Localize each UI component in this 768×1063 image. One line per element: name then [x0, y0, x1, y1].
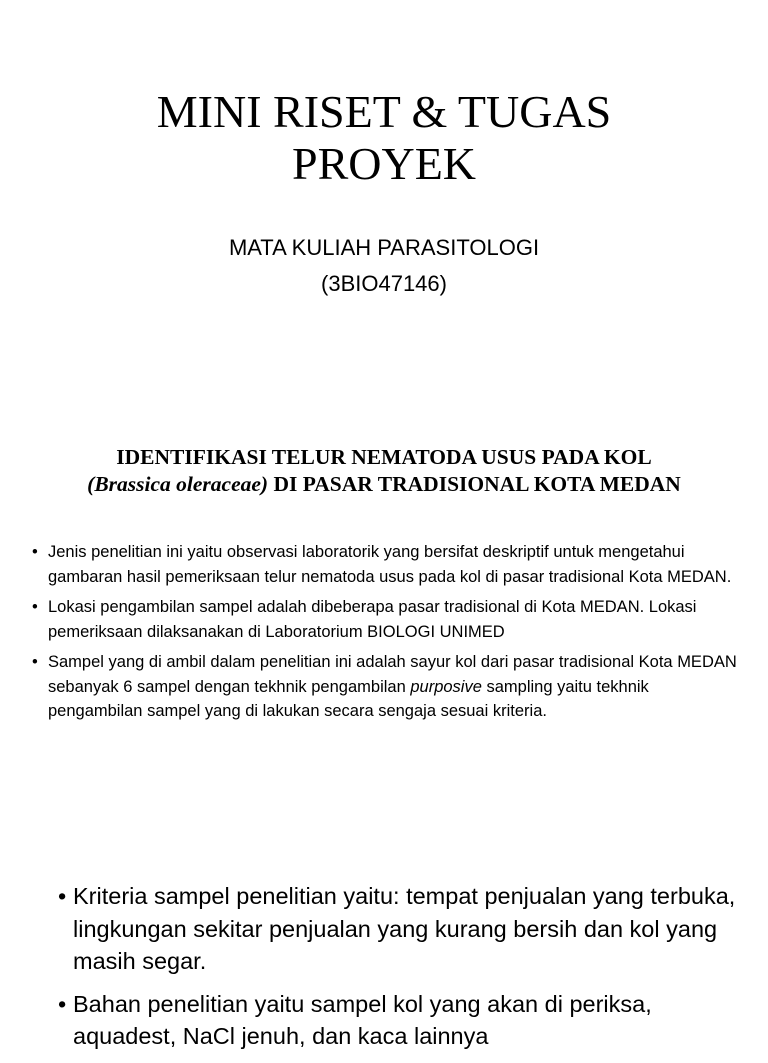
- content-slide-2: [0, 840, 768, 1049]
- slide-subtitle: [0, 230, 768, 302]
- slide-title: [0, 86, 768, 190]
- bullet-marker: •: [32, 653, 38, 671]
- bullet-marker: •: [32, 598, 38, 616]
- slide-title-line-1: MINI RISET & TUGAS: [156, 86, 612, 137]
- bullet-marker: •: [58, 990, 67, 1017]
- list-item-text-after: sampling yaitu tekhnik pengambilan sampel yang di lakukan secara sengaja sesuai kriteria.: [48, 677, 649, 720]
- list-item-text-before: Sampel yang di ambil dalam penelitian ini adalah sayur kol dari pasar tradisional Kota MEDAN sebanyak 6 sampel dengan tekhnik pengambilan: [48, 653, 737, 696]
- heading-line-1: IDENTIFIKASI TELUR NEMATODA USUS PADA KOL: [116, 445, 652, 469]
- list-item-text-italic: purposive: [410, 677, 482, 696]
- list-item-text: Lokasi pengambilan sampel adalah dibeberapa pasar tradisional di Kota MEDAN. Lokasi pemeriksaan dilaksanakan di Laboratorium BIOLOGI UNIMED: [48, 598, 697, 641]
- course-code: (3BIO47146): [321, 271, 447, 296]
- heading-line-2: [20, 471, 748, 498]
- list-item-text: Bahan penelitian yaitu sampel kol yang akan di periksa, aquadest, NaCl jenuh, dan kaca lainnya: [73, 990, 652, 1049]
- bullet-list: [32, 540, 742, 730]
- list-item-text: Kriteria sampel penelitian yaitu: tempat penjualan yang terbuka, lingkungan sekitar penjualan yang kurang bersih dan kol yang masih segar.: [73, 883, 736, 974]
- list-item: [32, 540, 742, 589]
- title-slide: [0, 0, 768, 400]
- list-item: [58, 988, 738, 1053]
- research-heading: [20, 444, 748, 498]
- bullet-marker: •: [32, 543, 38, 561]
- content-slide-1: [0, 400, 768, 840]
- list-item: [58, 880, 738, 978]
- slide-title-line-2: PROYEK: [291, 138, 477, 189]
- species-name: (Brassica oleraceae): [87, 472, 269, 496]
- course-name: MATA KULIAH PARASITOLOGI: [228, 235, 540, 260]
- bullet-marker: •: [58, 883, 67, 909]
- list-item: [32, 595, 742, 644]
- list-item: [32, 650, 742, 724]
- bullet-list: [58, 880, 738, 1063]
- heading-rest: DI PASAR TRADISIONAL KOTA MEDAN: [268, 472, 681, 496]
- list-item-text: Jenis penelitian ini yaitu observasi laboratorik yang bersifat deskriptif untuk mengetahui gambaran hasil pemeriksaan telur nematoda usus pada kol di pasar tradisional Kota MEDAN.: [48, 543, 732, 586]
